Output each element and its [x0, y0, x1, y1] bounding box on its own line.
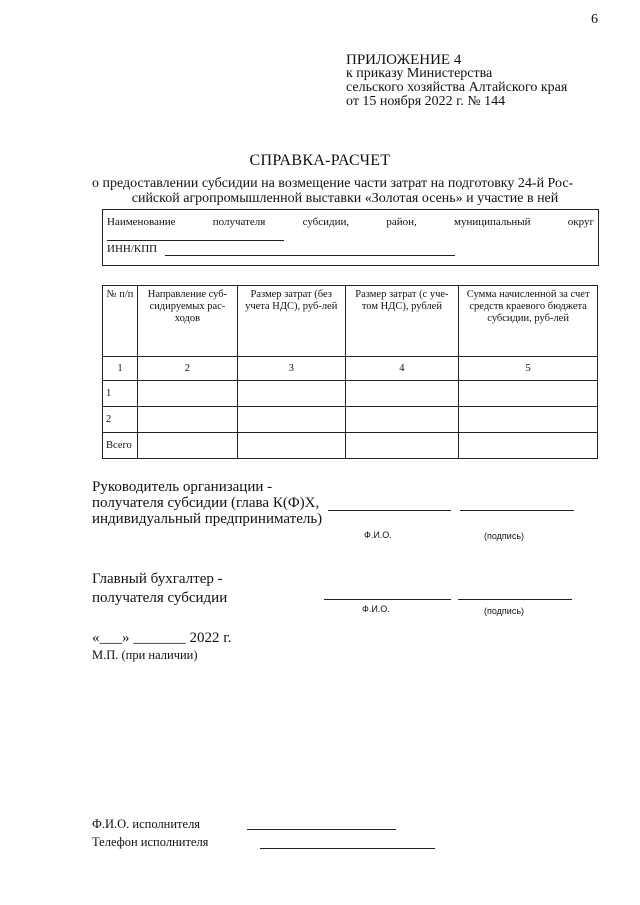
accountant-signature-caption: (подпись) — [484, 606, 525, 616]
table-cell[interactable] — [237, 433, 345, 459]
table-cell[interactable] — [459, 433, 598, 459]
executor-phone-field[interactable] — [260, 848, 435, 849]
date-field[interactable]: «___» _______ 2022 г. — [92, 630, 232, 646]
executor-name-field[interactable] — [247, 829, 396, 830]
executor-name-label: Ф.И.О. исполнителя — [92, 817, 201, 831]
recipient-word: округ — [567, 216, 594, 228]
accountant-label-line: Главный бухгалтер - — [92, 571, 223, 587]
table-cell[interactable] — [345, 407, 459, 433]
appendix-order-line: к приказу Министерства — [346, 66, 493, 81]
executor-phone-label: Телефон исполнителя — [92, 835, 209, 849]
row-label: 1 — [103, 381, 138, 407]
column-number-row — [103, 357, 598, 381]
appendix-title: ПРИЛОЖЕНИЕ 4 — [346, 52, 462, 68]
head-label-line: Руководитель организации - — [92, 479, 273, 495]
recipient-name-label — [107, 216, 594, 228]
appendix-date-line: от 15 ноября 2022 г. № 144 — [346, 94, 506, 109]
header-cost-with-vat: Размер затрат (с уче-том НДС), рублей — [345, 286, 459, 357]
header-direction: Направление суб-сидируемых рас-ходов — [137, 286, 237, 357]
table-row — [103, 381, 598, 407]
head-fio-caption: Ф.И.О. — [364, 530, 392, 540]
table-cell[interactable] — [459, 381, 598, 407]
column-number: 1 — [103, 357, 138, 381]
row-label: 2 — [103, 407, 138, 433]
inn-kpp-label: ИНН/КПП — [107, 243, 158, 255]
stamp-note: М.П. (при наличии) — [92, 648, 198, 662]
table-cell[interactable] — [137, 433, 237, 459]
recipient-box — [102, 209, 599, 266]
appendix-ministry-line: сельского хозяйства Алтайского края — [346, 80, 568, 95]
table-row — [103, 407, 598, 433]
head-signature-label — [92, 479, 322, 527]
table-cell[interactable] — [345, 433, 459, 459]
calculation-table — [102, 285, 598, 459]
table-cell[interactable] — [345, 381, 459, 407]
head-label-line: получателя субсидии (глава К(Ф)Х, — [92, 495, 320, 511]
subtitle-line-2: сийской агропромышленной выставки «Золотая осень» и участие в ней — [131, 191, 559, 206]
column-number: 5 — [459, 357, 598, 381]
subtitle-line-1: о предоставлении субсидии на возмещение части затрат на подготовку 24-й Рос- — [92, 176, 574, 191]
accountant-signature-field[interactable] — [458, 599, 572, 600]
recipient-name-field[interactable] — [107, 240, 284, 241]
column-number: 2 — [137, 357, 237, 381]
recipient-word: Наименование — [107, 216, 176, 228]
accountant-fio-caption: Ф.И.О. — [362, 604, 390, 614]
table-cell[interactable] — [237, 381, 345, 407]
table-total-row — [103, 433, 598, 459]
header-number: № п/п — [103, 286, 138, 357]
head-label-line: индивидуальный предприниматель) — [92, 511, 323, 527]
accountant-label-line: получателя субсидии — [92, 590, 228, 606]
table-cell[interactable] — [237, 407, 345, 433]
header-cost-without-vat: Размер затрат (без учета НДС), руб-лей — [237, 286, 345, 357]
inn-kpp-field[interactable] — [165, 255, 455, 256]
table-cell[interactable] — [137, 407, 237, 433]
head-signature-caption: (подпись) — [484, 531, 525, 541]
column-number: 4 — [345, 357, 459, 381]
recipient-word: муниципальный — [454, 216, 531, 228]
page-number: 6 — [591, 12, 598, 27]
accountant-fio-field[interactable] — [324, 599, 451, 600]
head-fio-field[interactable] — [328, 510, 451, 511]
recipient-word: получателя — [212, 216, 266, 228]
document-subtitle — [92, 176, 598, 206]
recipient-word: район, — [386, 216, 417, 228]
accountant-signature-label — [92, 570, 227, 608]
table-cell[interactable] — [137, 381, 237, 407]
column-number: 3 — [237, 357, 345, 381]
table-header-row — [103, 286, 598, 357]
total-label: Всего — [103, 433, 138, 459]
table-cell[interactable] — [459, 407, 598, 433]
head-signature-field[interactable] — [460, 510, 574, 511]
recipient-word: субсидии, — [302, 216, 350, 228]
appendix-block — [346, 53, 567, 109]
header-subsidy-amount: Сумма начисленной за счет средств краевого бюджета субсидии, руб-лей — [459, 286, 598, 357]
document-title: СПРАВКА-РАСЧЕТ — [249, 152, 391, 169]
